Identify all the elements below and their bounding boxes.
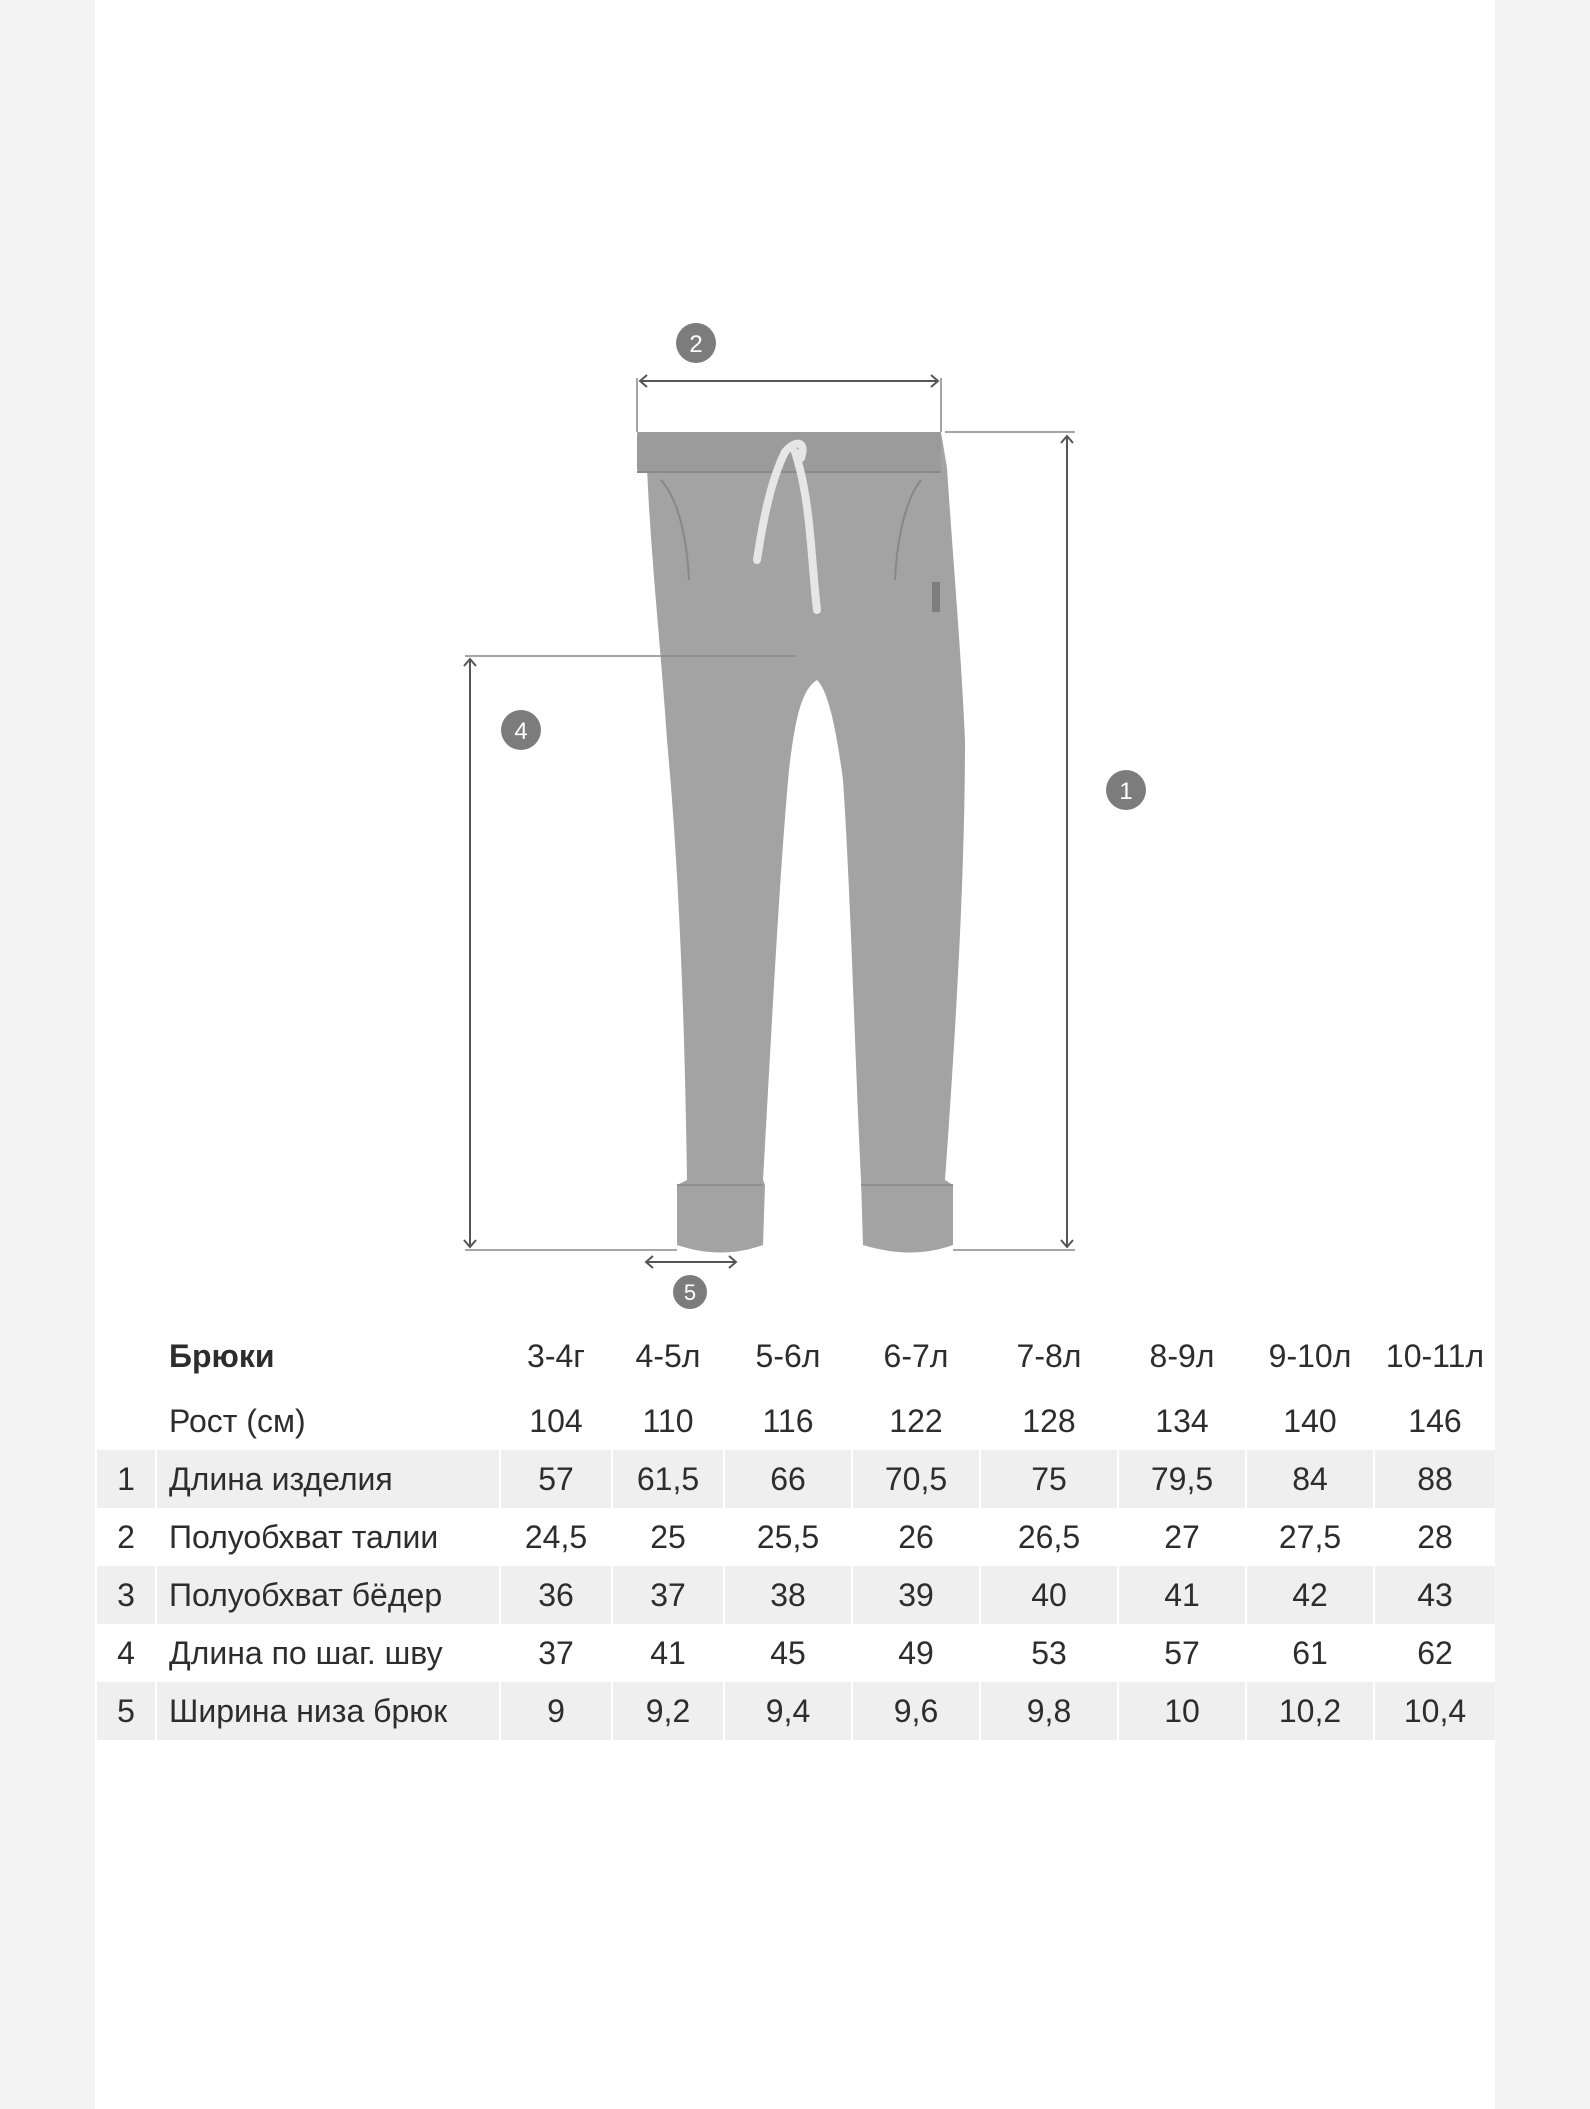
table-cell: 40 — [981, 1566, 1117, 1624]
table-cell: 9,2 — [613, 1682, 723, 1740]
size-table — [95, 1320, 1497, 1740]
size-header-row — [97, 1320, 1495, 1392]
pants-measurement-diagram — [95, 0, 1495, 1320]
table-cell: 41 — [650, 1634, 686, 1671]
table-cell: 122 — [889, 1402, 943, 1439]
table-cell: 53 — [1031, 1634, 1067, 1671]
row-number — [97, 1320, 155, 1392]
row-number: 1 — [97, 1450, 155, 1508]
table-cell: 26,5 — [1017, 1518, 1081, 1555]
size-label: 10-11л — [1385, 1337, 1485, 1374]
table-cell: 70,5 — [853, 1450, 979, 1508]
row-number: 4 — [117, 1634, 135, 1671]
table-cell: 26 — [898, 1518, 934, 1555]
row-label: Длина изделия — [157, 1450, 499, 1508]
table-cell: 45 — [770, 1634, 806, 1671]
table-cell: 9,4 — [725, 1682, 851, 1740]
table-cell: 57 — [1164, 1634, 1200, 1671]
table-cell: 27 — [1164, 1518, 1200, 1555]
table-title: Брюки — [169, 1337, 275, 1374]
table-cell: 37 — [538, 1634, 574, 1671]
table-cell: 49 — [898, 1634, 934, 1671]
table-cell: 140 — [1283, 1402, 1337, 1439]
table-cell: 62 — [1417, 1634, 1453, 1671]
row-label: Ширина низа брюк — [157, 1682, 499, 1740]
table-row — [97, 1508, 1495, 1566]
size-label: 7-8л — [1016, 1337, 1082, 1374]
table-cell: 10 — [1119, 1682, 1245, 1740]
table-cell: 75 — [981, 1450, 1117, 1508]
table-cell: 116 — [762, 1402, 814, 1439]
row-number: 5 — [97, 1682, 155, 1740]
table-cell: 61 — [1292, 1634, 1328, 1671]
dimension-2-waist — [637, 378, 941, 432]
row-label: Рост (см) — [169, 1402, 306, 1439]
table-row — [97, 1566, 1495, 1624]
table-cell: 24,5 — [524, 1518, 588, 1555]
brand-tag — [932, 582, 940, 612]
table-row — [97, 1392, 1495, 1450]
table-cell: 27,5 — [1278, 1518, 1342, 1555]
row-label: Полуобхват талии — [169, 1518, 439, 1555]
table-cell: 79,5 — [1119, 1450, 1245, 1508]
table-cell: 38 — [725, 1566, 851, 1624]
table-cell: 88 — [1375, 1450, 1495, 1508]
size-label: 6-7л — [883, 1337, 949, 1374]
svg-text:2: 2 — [689, 331, 703, 358]
pants-illustration — [637, 432, 965, 1253]
table-cell: 61,5 — [613, 1450, 723, 1508]
size-label: 5-6л — [755, 1337, 821, 1374]
table-cell: 10,2 — [1247, 1682, 1373, 1740]
row-number: 3 — [97, 1566, 155, 1624]
marker-5 — [673, 1275, 707, 1309]
svg-text:4: 4 — [514, 718, 528, 745]
table-cell: 36 — [501, 1566, 611, 1624]
table-cell: 41 — [1119, 1566, 1245, 1624]
svg-text:1: 1 — [1119, 778, 1133, 805]
table-cell: 9,8 — [981, 1682, 1117, 1740]
table-cell: 104 — [529, 1402, 583, 1439]
table-cell: 84 — [1247, 1450, 1373, 1508]
size-label: 4-5л — [635, 1337, 701, 1374]
table-row — [97, 1450, 1495, 1508]
table-cell: 37 — [613, 1566, 723, 1624]
table-cell: 28 — [1417, 1518, 1453, 1555]
table-cell: 43 — [1375, 1566, 1495, 1624]
dimension-1-length — [945, 432, 1075, 1250]
table-cell: 9,6 — [853, 1682, 979, 1740]
table-cell: 39 — [853, 1566, 979, 1624]
table-cell: 57 — [501, 1450, 611, 1508]
table-cell: 25,5 — [756, 1518, 820, 1555]
table-cell: 25 — [650, 1518, 686, 1555]
size-label: 8-9л — [1149, 1337, 1215, 1374]
row-label: Длина по шаг. шву — [169, 1634, 443, 1671]
size-label: 3-4г — [527, 1337, 585, 1374]
table-cell: 128 — [1022, 1402, 1076, 1439]
table-row — [97, 1682, 1495, 1740]
table-cell: 146 — [1408, 1402, 1462, 1439]
row-label: Полуобхват бёдер — [157, 1566, 499, 1624]
size-label: 9-10л — [1268, 1337, 1352, 1374]
row-number: 2 — [117, 1518, 135, 1555]
table-row — [97, 1624, 1495, 1682]
table-cell: 66 — [725, 1450, 851, 1508]
marker-2 — [676, 323, 716, 363]
table-cell: 9 — [501, 1682, 611, 1740]
marker-1 — [1106, 770, 1146, 810]
table-cell: 42 — [1247, 1566, 1373, 1624]
table-cell: 134 — [1155, 1402, 1209, 1439]
marker-4 — [501, 710, 541, 750]
table-cell: 110 — [642, 1402, 694, 1439]
svg-text:5: 5 — [683, 1280, 697, 1305]
row-number — [97, 1392, 155, 1450]
size-chart-page — [95, 0, 1495, 2109]
table-cell: 10,4 — [1375, 1682, 1495, 1740]
